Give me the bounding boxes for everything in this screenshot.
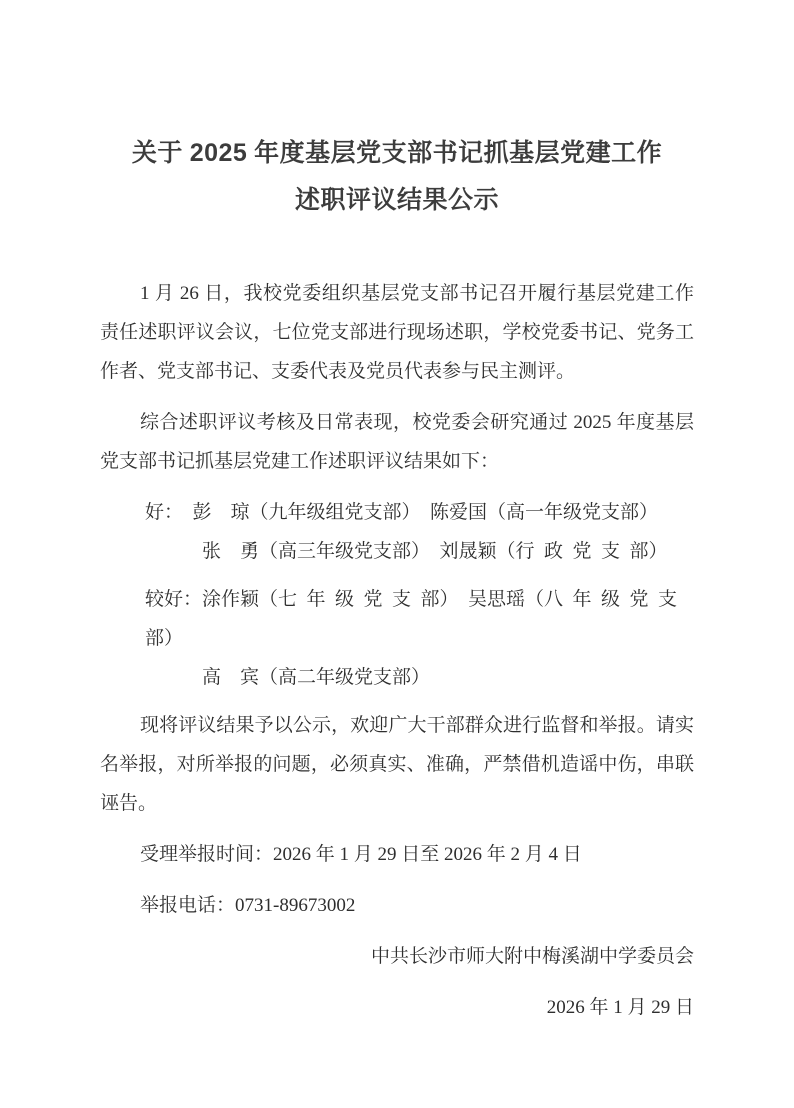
date-line: 2026 年 1 月 29 日: [546, 997, 694, 1018]
paragraph-supervision: 现将评议结果予以公示，欢迎广大干部群众进行监督和举报。请实名举报，对所举报的问题，必须真实、准确，严禁借机造谣中伤，串联诬告。: [100, 715, 694, 814]
rating-better-line-1: 较好：涂作颖（七 年 级 党 支 部） 吴思瑶（八 年 级 党 支 部）: [145, 589, 687, 649]
title-line1-suffix: 年度基层党支部书记抓基层党建工作: [254, 140, 663, 167]
title-line-2: 述职评议结果公示: [294, 187, 499, 214]
report-phone-line: 举报电话：0731-89673002: [140, 895, 356, 916]
rating-better-block: [100, 580, 694, 697]
signature-line: 中共长沙市师大附中梅溪湖中学委员会: [370, 946, 694, 967]
paragraph-meeting: 1 月 26 日，我校党委组织基层党支部书记召开履行基层党建工作责任述职评议会议，七位党支部进行现场述职，学校党委书记、党务工作者、党支部书记、支委代表及党员代表参与民主测评。: [100, 283, 694, 382]
rating-good-block: [100, 493, 694, 571]
report-window-line: 受理举报时间：2026 年 1 月 29 日至 2026 年 2 月 4 日: [140, 844, 582, 865]
document-title: [100, 130, 694, 224]
paragraph-results-intro: 综合述职评议考核及日常表现，校党委会研究通过 2025 年度基层党支部书记抓基层党建工作述职评议结果如下：: [100, 412, 694, 472]
title-line-1: [132, 140, 662, 167]
rating-good-line-2: 张 勇（高三年级党支部） 刘晟颖（行 政 党 支 部）: [202, 541, 668, 562]
rating-good-line-1: 好： 彭 琼（九年级组党支部） 陈爱国（高一年级党支部）: [145, 502, 659, 523]
title-year-number: 2025: [189, 139, 248, 167]
title-line1-prefix: 关于: [131, 140, 183, 167]
rating-better-line-2: 高 宾（高二年级党支部）: [202, 667, 431, 688]
